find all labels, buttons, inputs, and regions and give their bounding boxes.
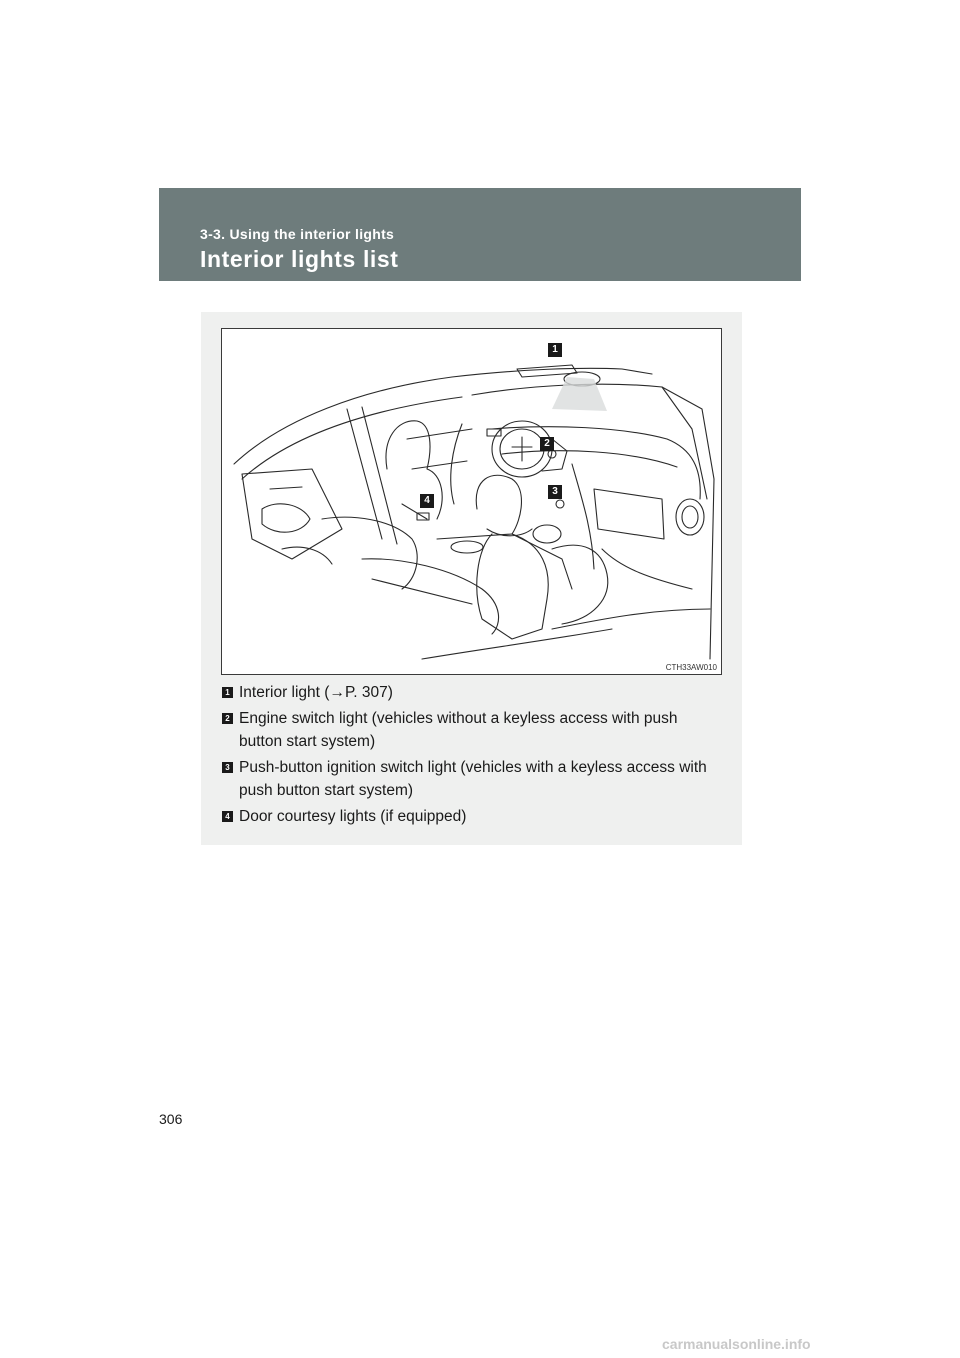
content-panel [201,312,742,845]
item-number: 2 [222,713,233,724]
list-item [222,756,722,802]
item-number: 4 [222,811,233,822]
page-number: 306 [159,1111,183,1127]
figure-code: CTH33AW010 [665,663,717,672]
list-item [222,707,722,753]
item-text: Interior light (→P. 307) [239,684,393,701]
watermark: carmanualsonline.info [662,1336,811,1352]
item-number: 3 [222,762,233,773]
item-text: Engine switch light (vehicles without a keyless access with push button start system) [239,710,678,750]
item-text: Door courtesy lights (if equipped) [239,808,467,825]
section-label: 3-3. Using the interior lights [200,226,395,242]
lights-list [222,681,722,831]
chapter-header [159,188,801,281]
list-item [222,681,722,704]
callout-3: 3 [548,485,562,499]
item-number: 1 [222,687,233,698]
callout-2: 2 [540,437,554,451]
car-interior-drawing [222,329,721,674]
callout-4: 4 [420,494,434,508]
list-item [222,805,722,828]
item-text: Push-button ignition switch light (vehicles with a keyless access with push button start system) [239,759,707,799]
car-interior-illustration [221,328,722,675]
page-title: Interior lights list [200,246,399,272]
callout-1: 1 [548,343,562,357]
